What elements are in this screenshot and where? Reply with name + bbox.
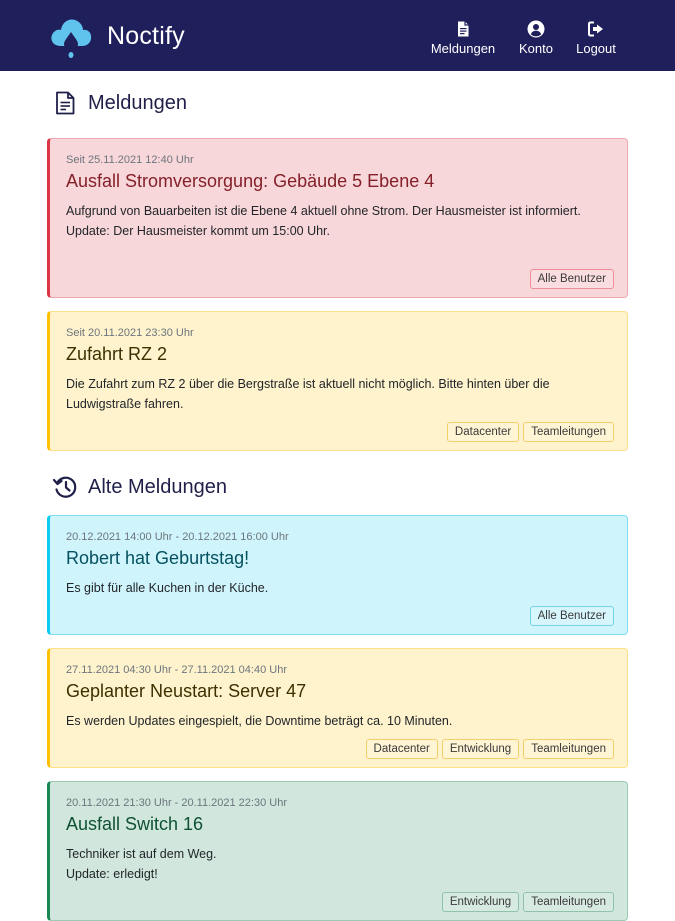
message-title: Robert hat Geburtstag! [66, 548, 250, 568]
message-card [47, 138, 628, 298]
tag-badge: Teamleitungen [523, 422, 614, 442]
tag-badge: Entwicklung [442, 892, 519, 912]
message-card [47, 311, 628, 451]
brand[interactable] [47, 12, 185, 60]
tag-badge: Teamleitungen [523, 892, 614, 912]
message-card [47, 515, 628, 635]
message-title: Zufahrt RZ 2 [66, 344, 168, 364]
message-time: 20.12.2021 14:00 Uhr - 20.12.2021 16:00 Uhr [66, 531, 289, 543]
message-body [66, 711, 606, 731]
message-text: Es gibt für alle Kuchen in der Küche. [66, 581, 269, 595]
message-time: Seit 25.11.2021 12:40 Uhr [66, 154, 194, 166]
message-body [66, 844, 606, 884]
message-text: Techniker ist auf dem Weg. [66, 847, 217, 861]
message-text: Update: erledigt! [66, 867, 158, 881]
message-tags [447, 422, 614, 442]
message-title: Geplanter Neustart: Server 47 [66, 681, 307, 701]
message-time: Seit 20.11.2021 23:30 Uhr [66, 327, 194, 339]
nav-konto[interactable] [514, 20, 558, 56]
nav-meldungen[interactable] [428, 20, 498, 56]
document-icon [454, 20, 472, 38]
message-text: Aufgrund von Bauarbeiten ist die Ebene 4 aktuell ohne Strom. Der Hausmeister ist informiert. [66, 204, 581, 218]
message-text: Es werden Updates eingespielt, die Downtime beträgt ca. 10 Minuten. [66, 714, 453, 728]
message-time: 20.11.2021 21:30 Uhr - 20.11.2021 22:30 Uhr [66, 797, 287, 809]
top-navbar [0, 0, 675, 71]
section-heading-alte-meldungen [52, 474, 227, 500]
tag-badge: Datacenter [366, 739, 438, 759]
message-tags [366, 739, 614, 759]
app-name: Noctify [107, 21, 185, 50]
message-card [47, 648, 628, 768]
section-title: Meldungen [88, 91, 187, 114]
message-body [66, 201, 606, 241]
user-circle-icon [527, 20, 545, 38]
message-title: Ausfall Stromversorgung: Gebäude 5 Ebene 4 [66, 171, 435, 191]
section-title: Alte Meldungen [88, 475, 227, 498]
message-title: Ausfall Switch 16 [66, 814, 204, 834]
message-time: 27.11.2021 04:30 Uhr - 27.11.2021 04:40 Uhr [66, 664, 287, 676]
document-icon [52, 90, 78, 116]
message-tags [530, 606, 614, 626]
message-body [66, 578, 606, 598]
tag-badge: Datacenter [447, 422, 519, 442]
message-body [66, 374, 606, 414]
nav-meldungen-label: Meldungen [430, 41, 496, 56]
tag-badge: Alle Benutzer [530, 606, 614, 626]
nav-konto-label: Konto [519, 41, 553, 56]
section-heading-meldungen [52, 90, 187, 116]
tag-badge: Teamleitungen [523, 739, 614, 759]
logout-icon [587, 20, 605, 38]
message-text: Die Zufahrt zum RZ 2 über die Bergstraße ist aktuell nicht möglich. Bitte hinten über die Ludwigstraße fahren. [66, 377, 550, 411]
message-tags [442, 892, 614, 912]
cloud-drop-logo-icon [47, 12, 95, 60]
message-card [47, 781, 628, 921]
history-icon [52, 474, 78, 500]
message-tags [530, 269, 614, 289]
tag-badge: Entwicklung [442, 739, 519, 759]
tag-badge: Alle Benutzer [530, 269, 614, 289]
nav-logout[interactable] [572, 20, 620, 56]
message-text: Update: Der Hausmeister kommt um 15:00 Uhr. [66, 224, 330, 238]
nav-logout-label: Logout [576, 41, 616, 56]
